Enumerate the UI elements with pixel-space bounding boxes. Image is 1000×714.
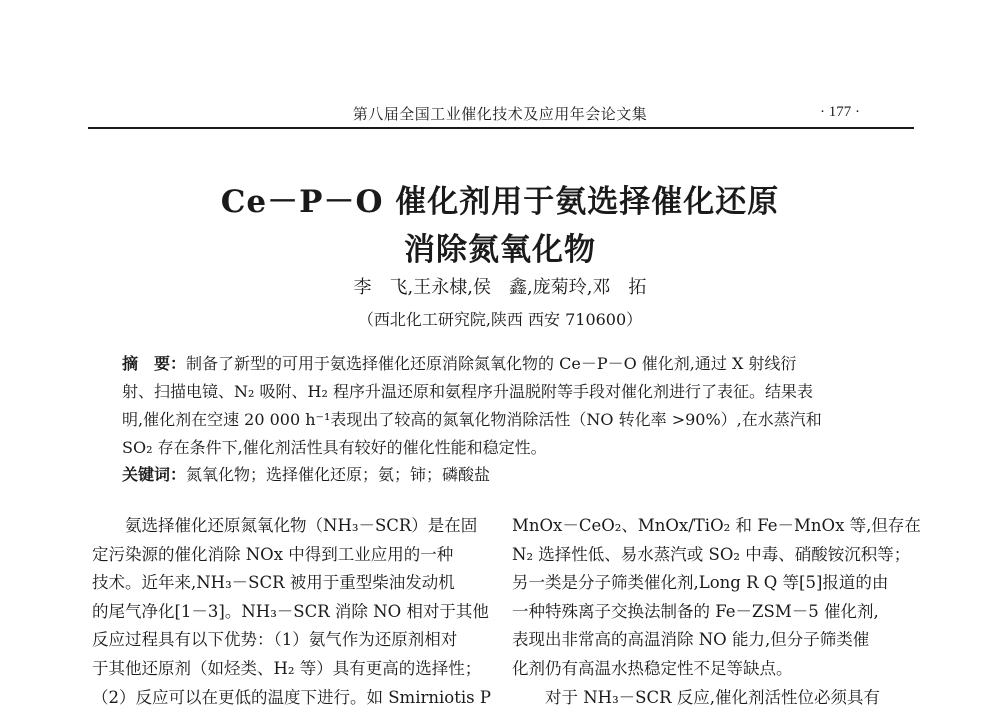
keywords-text: 氮氧化物；选择催化还原；氨；铈；磷酸盐: [186, 465, 491, 484]
abstract-line: 明,催化剂在空速 20 000 h⁻¹表现出了较高的氮氧化物消除活性（NO 转化率 >90%）,在水蒸汽和: [122, 410, 822, 429]
body-column-left: [92, 512, 492, 712]
paper-title-line-1: Ce－P－O 催化剂用于氨选择催化还原: [220, 184, 780, 220]
body-line: （2）反应可以在更低的温度下进行。如 Smirniotis P: [92, 687, 491, 707]
body-line: N₂ 选择性低、易水蒸汽或 SO₂ 中毒、硝酸铵沉积等；: [512, 544, 911, 564]
body-line: 氨选择催化还原氮氧化物（NH₃－SCR）是在固: [92, 516, 478, 535]
abstract-line: 摘 要：制备了新型的可用于氨选择催化还原消除氮氧化物的 Ce－P－O 催化剂,通过 X 射线衍: [122, 354, 797, 373]
body-line: MnOx－CeO₂、MnOx/TiO₂ 和 Fe－MnOx 等,但存在: [512, 516, 921, 535]
abstract-line: 射、扫描电镜、N₂ 吸附、H₂ 程序升温还原和氨程序升温脱附等手段对催化剂进行了表征。结果表: [122, 382, 813, 401]
page-number: · 177 ·: [820, 104, 860, 120]
body-line: 的尾气净化[1－3]。NH₃－SCR 消除 NO 相对于其他: [92, 601, 489, 621]
body-line: 反应过程具有以下优势：（1）氨气作为还原剂相对: [92, 630, 458, 650]
body-line: 对于 NH₃－SCR 反应,催化剂活性位必须具有: [512, 687, 881, 707]
body-line: 技术。近年来,NH₃－SCR 被用于重型柴油发动机: [92, 573, 455, 593]
affiliation: （西北化工研究院,陕西 西安 710600）: [357, 310, 643, 329]
body-line: 化剂仍有高温水热稳定性不足等缺点。: [512, 658, 793, 678]
body-line: 另一类是分子筛类催化剂,Long R Q 等[5]报道的由: [512, 573, 889, 593]
keywords-line: [122, 462, 882, 485]
abstract-line: SO₂ 存在条件下,催化剂活性具有较好的催化性能和稳定性。: [122, 438, 547, 457]
keywords-label: 关键词：: [122, 465, 187, 484]
paper-title-line-2: 消除氮氧化物: [404, 232, 596, 268]
body-line: 定污染源的催化消除 NOx 中得到工业应用的一种: [92, 544, 454, 564]
author-list: 李 飞,王永棣,侯 鑫,庞菊玲,邓 拓: [353, 277, 647, 298]
proceedings-title: 第八届全国工业催化技术及应用年会论文集: [352, 105, 648, 123]
body-line: 一种特殊离子交换法制备的 Fe－ZSM－5 催化剂,: [512, 601, 879, 621]
body-column-right: [512, 512, 921, 712]
header-rule: [88, 127, 914, 129]
body-line: 表现出非常高的高温消除 NO 能力,但分子筛类催: [512, 630, 870, 650]
abstract-label: 摘 要：: [122, 354, 187, 373]
body-line: 于其他还原剂（如烃类、H₂ 等）具有更高的选择性；: [92, 658, 482, 678]
